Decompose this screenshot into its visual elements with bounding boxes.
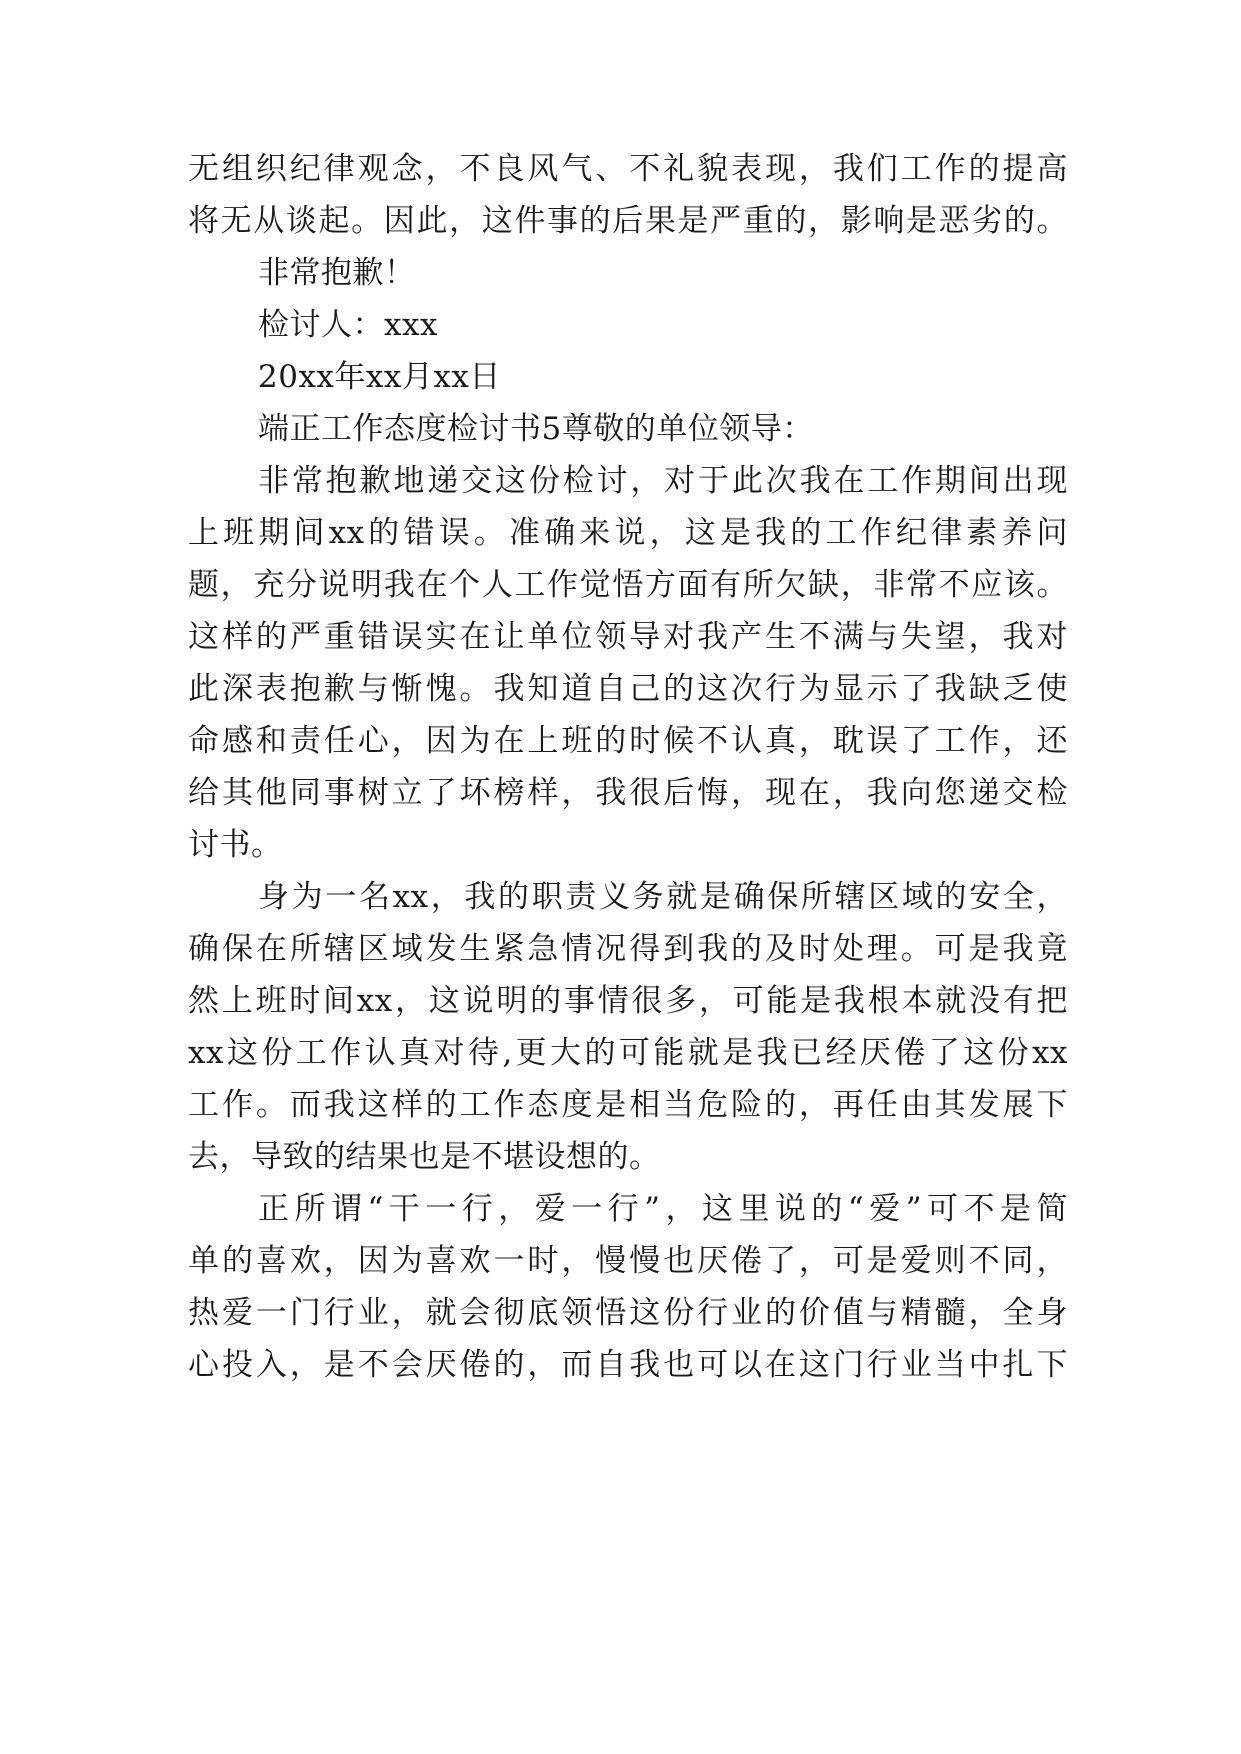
text-line: 将无从谈起。因此，这件事的后果是严重的，影响是恶劣的。 bbox=[188, 203, 1068, 239]
text-line: 工作。而我这样的工作态度是相当危险的，再任由其发展下 bbox=[188, 1087, 1068, 1123]
text-line: 非常抱歉地递交这份检讨，对于此次我在工作期间出现 bbox=[258, 463, 1068, 499]
text-line: 命感和责任心，因为在上班的时候不认真，耽误了工作，还 bbox=[188, 723, 1068, 759]
text-line: 热爱一门行业，就会彻底领悟这份行业的价值与精髓，全身 bbox=[188, 1295, 1068, 1331]
text-line: 题，充分说明我在个人工作觉悟方面有所欠缺，非常不应该。 bbox=[188, 567, 1068, 603]
text-line: 无组织纪律观念，不良风气、不礼貌表现，我们工作的提高 bbox=[188, 151, 1068, 187]
text-line: 去，导致的结果也是不堪设想的。 bbox=[188, 1139, 661, 1175]
text-line: 讨书。 bbox=[188, 827, 283, 863]
text-line: 确保在所辖区域发生紧急情况得到我的及时处理。可是我竟 bbox=[188, 931, 1068, 967]
text-line: 给其他同事树立了坏榜样，我很后悔，现在，我向您递交检 bbox=[188, 775, 1068, 811]
text-line: 然上班时间xx，这说明的事情很多，可能是我根本就没有把 bbox=[188, 983, 1068, 1019]
signature-line: 检讨人：xxx bbox=[258, 307, 438, 343]
text-line: xx这份工作认真对待,更大的可能就是我已经厌倦了这份xx bbox=[188, 1035, 1068, 1071]
text-line: 上班期间xx的错误。准确来说，这是我的工作纪律素养问 bbox=[188, 515, 1068, 551]
text-line: 心投入，是不会厌倦的，而自我也可以在这门行业当中扎下 bbox=[188, 1347, 1068, 1383]
text-line: 正所谓“干一行，爱一行”，这里说的“爱”可不是简 bbox=[258, 1191, 1068, 1227]
text-line: 非常抱歉！ bbox=[258, 255, 416, 291]
heading-line: 端正工作态度检讨书5尊敬的单位领导： bbox=[258, 411, 814, 447]
date-line: 20xx年xx月xx日 bbox=[258, 359, 501, 395]
text-line: 此深表抱歉与惭愧。我知道自己的这次行为显示了我缺乏使 bbox=[188, 671, 1068, 707]
text-line: 身为一名xx，我的职责义务就是确保所辖区域的安全， bbox=[258, 879, 1068, 915]
text-line: 这样的严重错误实在让单位领导对我产生不满与失望，我对 bbox=[188, 619, 1068, 655]
text-line: 单的喜欢，因为喜欢一时，慢慢也厌倦了，可是爱则不同， bbox=[188, 1243, 1068, 1279]
